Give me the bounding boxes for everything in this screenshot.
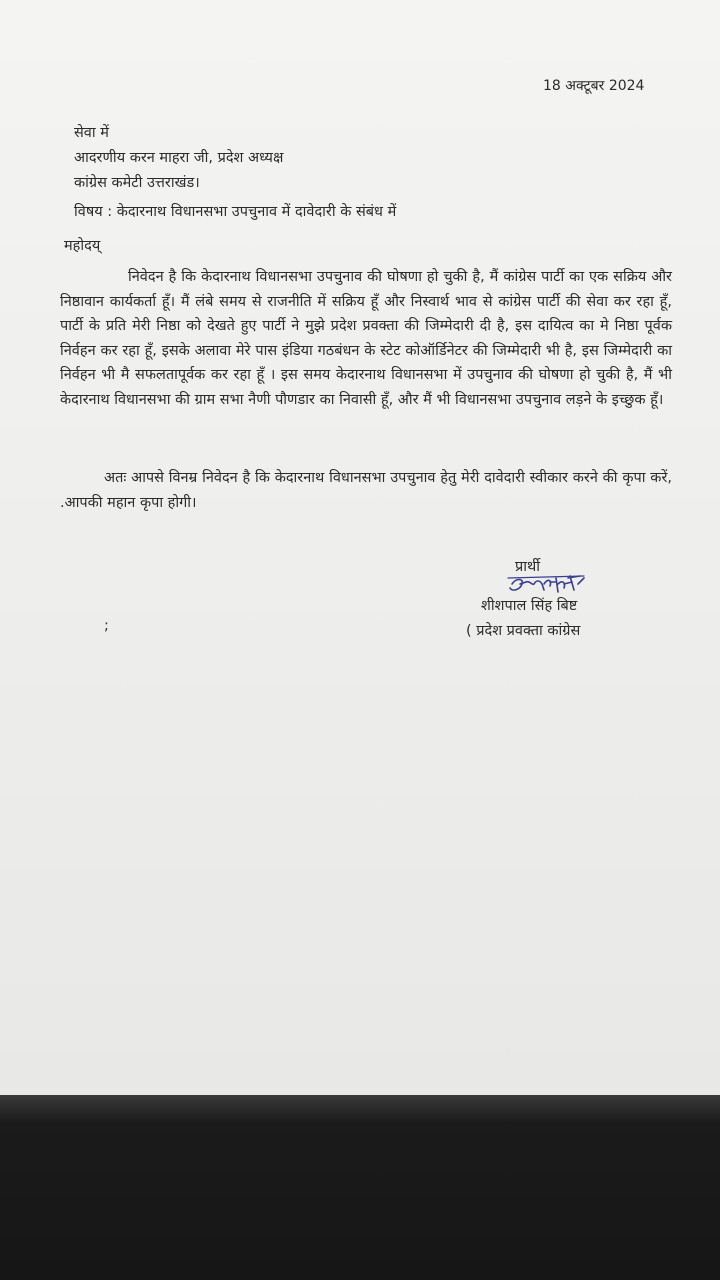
address-line-3: कांग्रेस कमेटी उत्तराखंड। [74,175,200,191]
letter-subject: विषय : केदारनाथ विधानसभा उपचुनाव में दावेदारी के संबंध में [74,204,397,220]
address-line-2: आदरणीय करन माहरा जी, प्रदेश अध्यक्ष [74,150,284,166]
address-line-1: सेवा में [74,125,109,141]
closing-label: प्रार्थी [515,559,541,575]
letter-date: 18 अक्टूबर 2024 [543,78,645,94]
body-paragraph-1: निवेदन है कि केदारनाथ विधानसभा उपचुनाव की घोषणा हो चुकी है, मैं कांग्रेस पार्टी का एक सक्रिय और निष्ठावान कार्यकर्ता हूँ। मैं लंबे समय से राजनीति में सक्रिय हूँ और निस्वार्थ भाव से कांग्रेस पार्टी की सेवा कर रहा हूँ, पार्टी के प्रति मेरी निष्ठा को देखते हुए पार्टी ने मुझे प्रदेश प्रवक्ता की जिम्मेदारी दी है, इस दायित्व का मे निष्ठा पूर्वक निर्वहन कर रहा हूँ, इसके अलावा मेरे पास इंडिया गठबंधन के स्टेट कोऑर्डिनेटर की जिम्मेदारी भी है, इस जिम्मेदारी का निर्वहन भी मै सफलतापूर्वक कर रहा हूँ । इस समय केदारनाथ विधानसभा में उपचुनाव की घोषणा हो चुकी है, मैं भी केदारनाथ विधानसभा की ग्राम सभा नैणी पौणडार का निवासी हूँ, और मैं भी विधानसभा उपचुनाव लड़ने के इच्छुक हूँ। [60,269,672,408]
letter-salutation: महोदय् [64,238,101,254]
signer-title: ( प्रदेश प्रवक्ता कांग्रेस [466,623,581,639]
dark-background-strip [0,1095,720,1280]
signer-name: शीशपाल सिंह बिष्ट [481,598,578,614]
body-paragraph-2: अतः आपसे विनम्र निवेदन है कि केदारनाथ विधानसभा उपचुनाव हेतु मेरी दावेदारी स्वीकार करने की कृपा करें, .आपकी महान कृपा होगी। [60,470,672,511]
stray-mark: ; [104,618,109,634]
